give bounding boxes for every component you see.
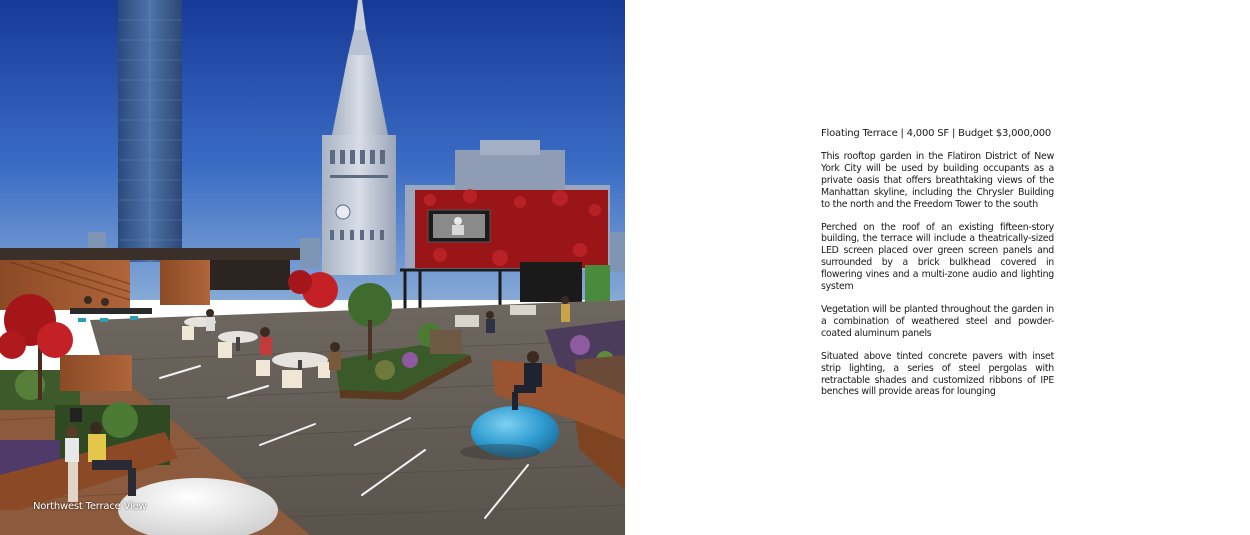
glass-tower xyxy=(118,0,182,262)
paragraph-features: Perched on the roof of an existing fifteen-story building, the terrace will include a theatrically-sized LED screen placed over green screen panels and surrounded by a brick bulkhead covered in flowering vines and a multi-zone audio and lighting system xyxy=(821,221,1054,293)
paragraph-vegetation: Vegetation will be planted throughout the garden in a combination of weathered steel and powder-coated aluminum panels xyxy=(821,303,1054,339)
bulkhead xyxy=(520,262,582,302)
sign-post xyxy=(70,408,82,422)
project-description xyxy=(821,127,1054,409)
paragraph-seating: Situated above tinted concrete pavers with inset strip lighting, a series of steel pergolas with retractable shades and customized ribbons of IPE benches will provide areas for lounging xyxy=(821,350,1054,398)
paragraph-overview: This rooftop garden in the Flatiron District of New York City will be used by building occupants as a private oasis that offers breathtaking views of the Manhattan skyline, including the Chrysler Building to the north and the Freedom Tower to the south xyxy=(821,151,1054,210)
image-caption: Northwest Terrace View xyxy=(33,501,147,512)
project-headline: Floating Terrace | 4,000 SF | Budget $3,000,000 xyxy=(821,128,1052,139)
